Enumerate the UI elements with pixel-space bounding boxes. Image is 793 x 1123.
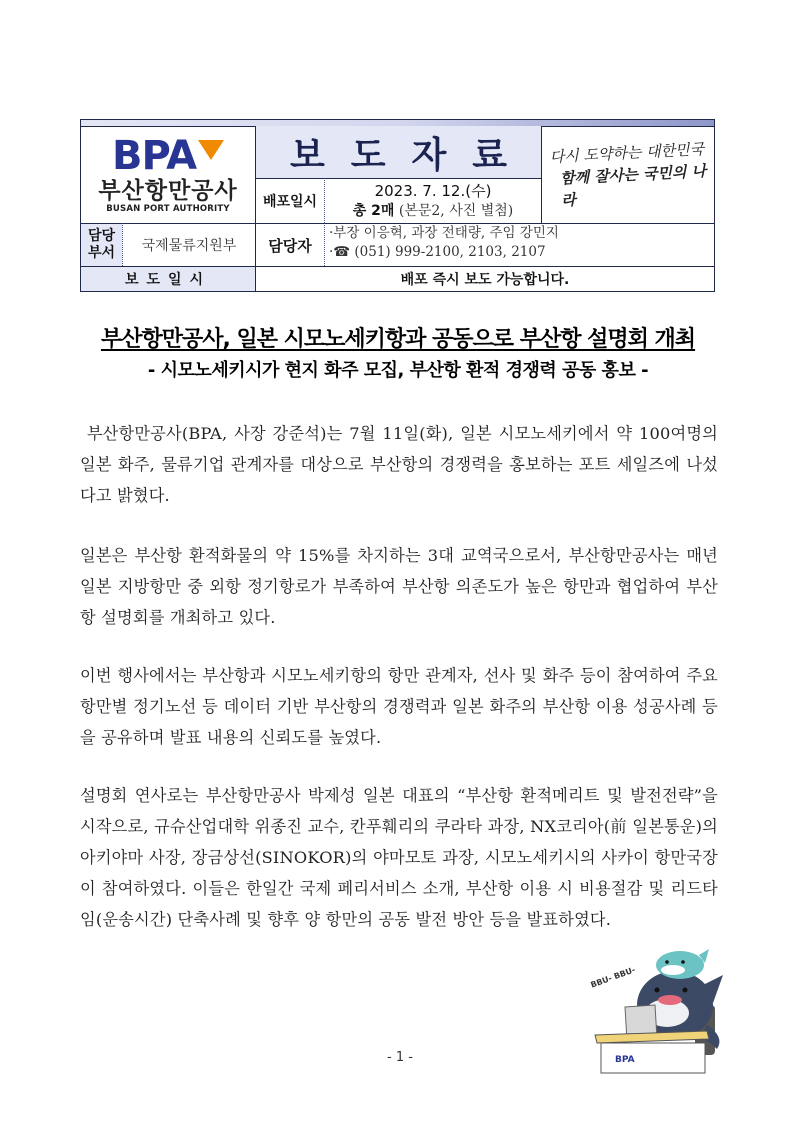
department-value: 국제물류지원부 bbox=[122, 223, 255, 266]
slogan bbox=[541, 126, 714, 223]
article-subheadline: - 시모노세키시가 현지 화주 모집, 부산항 환적 경쟁력 공동 홍보 - bbox=[147, 360, 649, 381]
bpa-logo-mark: BPA bbox=[112, 136, 224, 176]
contact-people: ·부장 이응혁, 과장 전태량, 주임 강민지 bbox=[329, 225, 559, 241]
mascot-illustration bbox=[585, 945, 735, 1075]
distribution-date: 2023. 7. 12.(수) bbox=[374, 182, 492, 200]
slogan-line-1: 다시 도약하는 대한민국 bbox=[549, 139, 705, 166]
page-count: 총 2매 (본문2, 사진 별첨) bbox=[352, 203, 514, 219]
orca-mascot-at-desk-icon bbox=[585, 945, 735, 1075]
logo-korean-name: 부산항만공사 bbox=[98, 177, 238, 204]
contact-label: 담당자 bbox=[255, 223, 324, 266]
svg-text:BBU- BBU-: BBU- BBU- bbox=[589, 965, 637, 990]
page-number: - 1 - bbox=[387, 1050, 413, 1065]
paragraph-1: 부산항만공사(BPA, 사장 강준석)는 7월 11일(화), 일본 시모노세키에서 약 100여명의 일본 화주, 물류기업 관계자를 대상으로 부산항의 경쟁력을 홍보하는 포트 세일즈에 나섰다고 밝혔다. bbox=[80, 424, 724, 505]
paragraph-3: 이번 행사에서는 부산항과 시모노세키항의 항만 관계자, 선사 및 화주 등이 참여하여 주요 항만별 정기노선 등 데이터 기반 부산항의 경쟁력과 일본 화주의 부산항 이용 성공사례 등을 공유하며 발표 내용의 신뢰도를 높였다. bbox=[80, 666, 718, 747]
contact-info bbox=[324, 223, 714, 266]
department-label: 담당 부서 bbox=[81, 223, 122, 266]
article-headline: 부산항만공사, 일본 시모노세키항과 공동으로 부산항 설명회 개최 bbox=[100, 327, 696, 352]
distribution-date-cell bbox=[324, 178, 541, 223]
slogan-line-2: 함께 잘사는 국민의 나라 bbox=[559, 161, 707, 210]
logo-english-name: BUSAN PORT AUTHORITY bbox=[106, 203, 230, 214]
paragraph-4: 설명회 연사로는 부산항만공사 박제성 일본 대표의 “부산항 환적메리트 및 발전전략”을 시작으로, 규슈산업대학 위종진 교수, 칸푸훼리의 쿠라타 과장, NX코리아(前 일본통운)의 아키야마 사장, 장금상선(SINOKOR)의 야마모토 과장, 시모노세키시의 사카이 항만국장이 참여하였다. 이들은 한일간 국제 페리서비스 소개, 부산항 이용 시 비용절감 및 리드타임(운송시간) 단축사례 및 향후 양 항만의 공동 발전 방안 등을 발표하였다. bbox=[80, 786, 718, 929]
contact-phone: ·☎ (051) 999-2100, 2103, 2107 bbox=[329, 244, 546, 260]
release-time-value: 배포 즉시 보도 가능합니다. bbox=[255, 266, 714, 291]
paragraph-2: 일본은 부산항 환적화물의 약 15%를 차지하는 3대 교역국으로서, 부산항만공사는 매년 일본 지방항만 중 외항 정기항로가 부족하여 부산항 의존도가 높은 항만과 협업하여 부산항 설명회를 개최하고 있다. bbox=[80, 546, 718, 627]
svg-text:BPA: BPA bbox=[615, 1055, 635, 1065]
logo-triangle-icon bbox=[198, 140, 224, 160]
bpa-logo bbox=[81, 126, 255, 223]
page-title: 보도자료 bbox=[255, 126, 541, 178]
release-time-label: 보도일시 bbox=[81, 266, 255, 291]
press-release-header bbox=[80, 119, 715, 292]
distribution-date-label: 배포일시 bbox=[255, 178, 324, 223]
